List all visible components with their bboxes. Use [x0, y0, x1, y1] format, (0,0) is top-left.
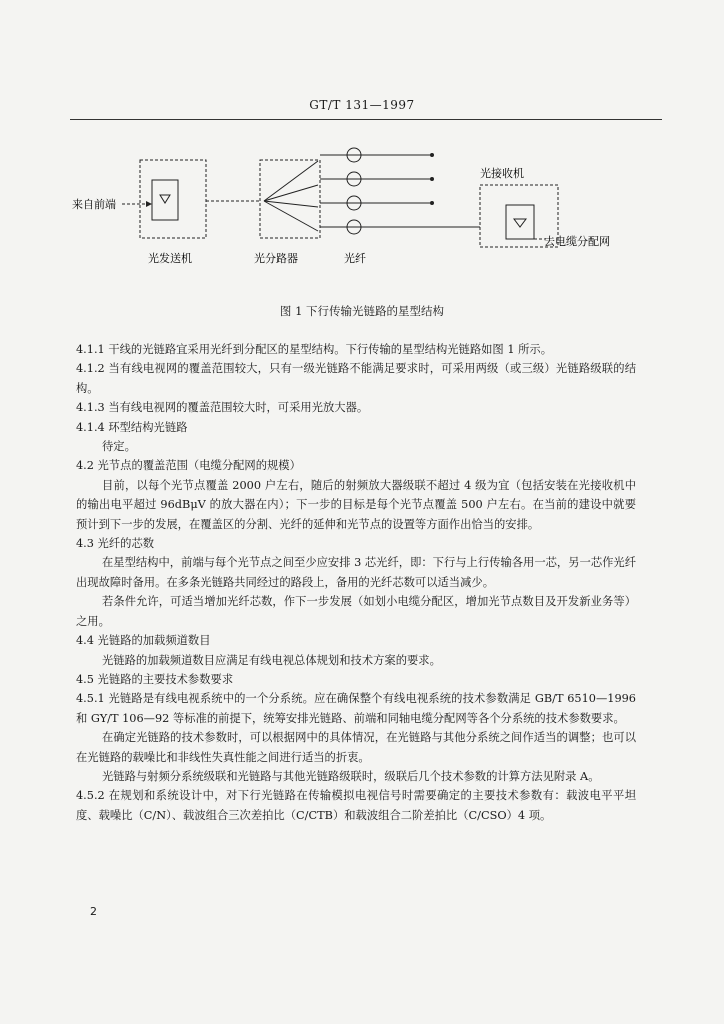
split-line-4: [264, 201, 318, 231]
paragraph: 4.3 光纤的芯数: [76, 537, 155, 551]
fiber-end-dot: [430, 153, 434, 157]
paragraph: 4.2 光节点的覆盖范围（电缆分配网的规模）: [76, 459, 301, 473]
figure-caption: 图 1 下行传输光链路的星型结构: [279, 304, 445, 318]
figure-label-transmitter: 光发送机: [148, 252, 192, 265]
figure-label-to-network: 去电缆分配网: [544, 235, 610, 248]
paragraph: 4.1.2 当有线电视网的覆盖范围较大，只有一级光链路不能满足要求时，可采用两级（或三级）光链路级联的结构。: [76, 362, 636, 395]
paragraph: 4.4 光链路的加载频道数目: [76, 634, 211, 648]
receiver-inner: [506, 205, 534, 239]
paragraph: 光链路的加载频道数目应满足有线电视总体规划和技术方案的要求。: [101, 653, 441, 667]
fiber-end-dot: [430, 177, 434, 181]
page-header: GT/T 131—1997: [309, 98, 415, 112]
header-rule: [70, 119, 662, 120]
input-arrowhead: [146, 201, 152, 207]
paragraph: 4.1.3 当有线电视网的覆盖范围较大时，可采用光放大器。: [76, 401, 369, 415]
paragraph: 若条件允许，可适当增加光纤芯数，作下一步发展（如划小电缆分配区，增加光节点数目及开发新业务等）之用。: [76, 595, 636, 628]
paragraph: 4.5 光链路的主要技术参数要求: [76, 672, 234, 686]
transmitter-inner: [152, 180, 178, 220]
split-line-1: [264, 161, 318, 201]
figure-label-source: 来自前端: [72, 198, 116, 211]
split-line-3: [264, 201, 318, 207]
figure-label-fiber: 光纤: [344, 252, 366, 265]
figure-label-splitter: 光分路器: [254, 252, 298, 265]
page-number: 2: [90, 905, 97, 918]
fiber-end-dot: [430, 201, 434, 205]
paragraph: 光链路与射频分系统级联和光链路与其他光链路级联时，级联后几个技术参数的计算方法见附录 A。: [101, 769, 600, 783]
star-structure-diagram: [60, 135, 660, 285]
photodiode-icon: [514, 219, 526, 227]
paragraph: 在星型结构中，前端与每个光节点之间至少应安排 3 芯光纤，即：下行与上行传输各用一芯，另一芯作光纤出现故障时备用。在多条光链路共同经过的路段上，备用的光纤芯数可以适当减少。: [76, 556, 637, 589]
figure-label-receiver: 光接收机: [480, 167, 524, 180]
paragraph: 4.5.1 光链路是有线电视系统中的一个分系统。应在确保整个有线电视系统的技术参数满足 GB/T 6510—1996 和 GY/T 106—92 等标准的前提下，统筹安排光链路、前端和同轴电缆分配网等各个分系统的技术参数要求。: [76, 692, 636, 725]
paragraph: 4.5.2 在规划和系统设计中，对下行光链路在传输模拟电视信号时需要确定的主要技术参数有：载波电平平坦度、载噪比（C/N）、载波组合三次差拍比（C/CTB）和载波组合二阶差拍比（C/CSO）4 项。: [76, 789, 636, 822]
paragraph: 4.1.4 环型结构光链路: [76, 420, 188, 434]
laser-icon: [160, 195, 170, 203]
paragraph: 4.1.1 干线的光链路宜采用光纤到分配区的星型结构。下行传输的星型结构光链路如图 1 所示。: [76, 343, 552, 356]
body-text: [76, 340, 636, 825]
paragraph: 在确定光链路的技术参数时，可以根据网中的具体情况，在光链路与其他分系统之间作适当的调整；也可以在光链路的载噪比和非线性失真性能之间进行适当的折衷。: [76, 731, 636, 764]
paragraph: 待定。: [101, 440, 136, 454]
paragraph: 目前，以每个光节点覆盖 2000 户左右，随后的射频放大器级联不超过 4 级为宜（包括安装在光接收机中的输出电平超过 96dBμV 的放大器在内）；下一步的目标是每个光节点覆盖 500 户左右。在当前的建设中就要预计到下一步的发展，在覆盖区的分割、光纤的延伸和光节点的设置等方面作出恰当的安排。: [76, 478, 636, 531]
split-line-2: [264, 185, 318, 201]
transmitter-box: [140, 160, 206, 238]
